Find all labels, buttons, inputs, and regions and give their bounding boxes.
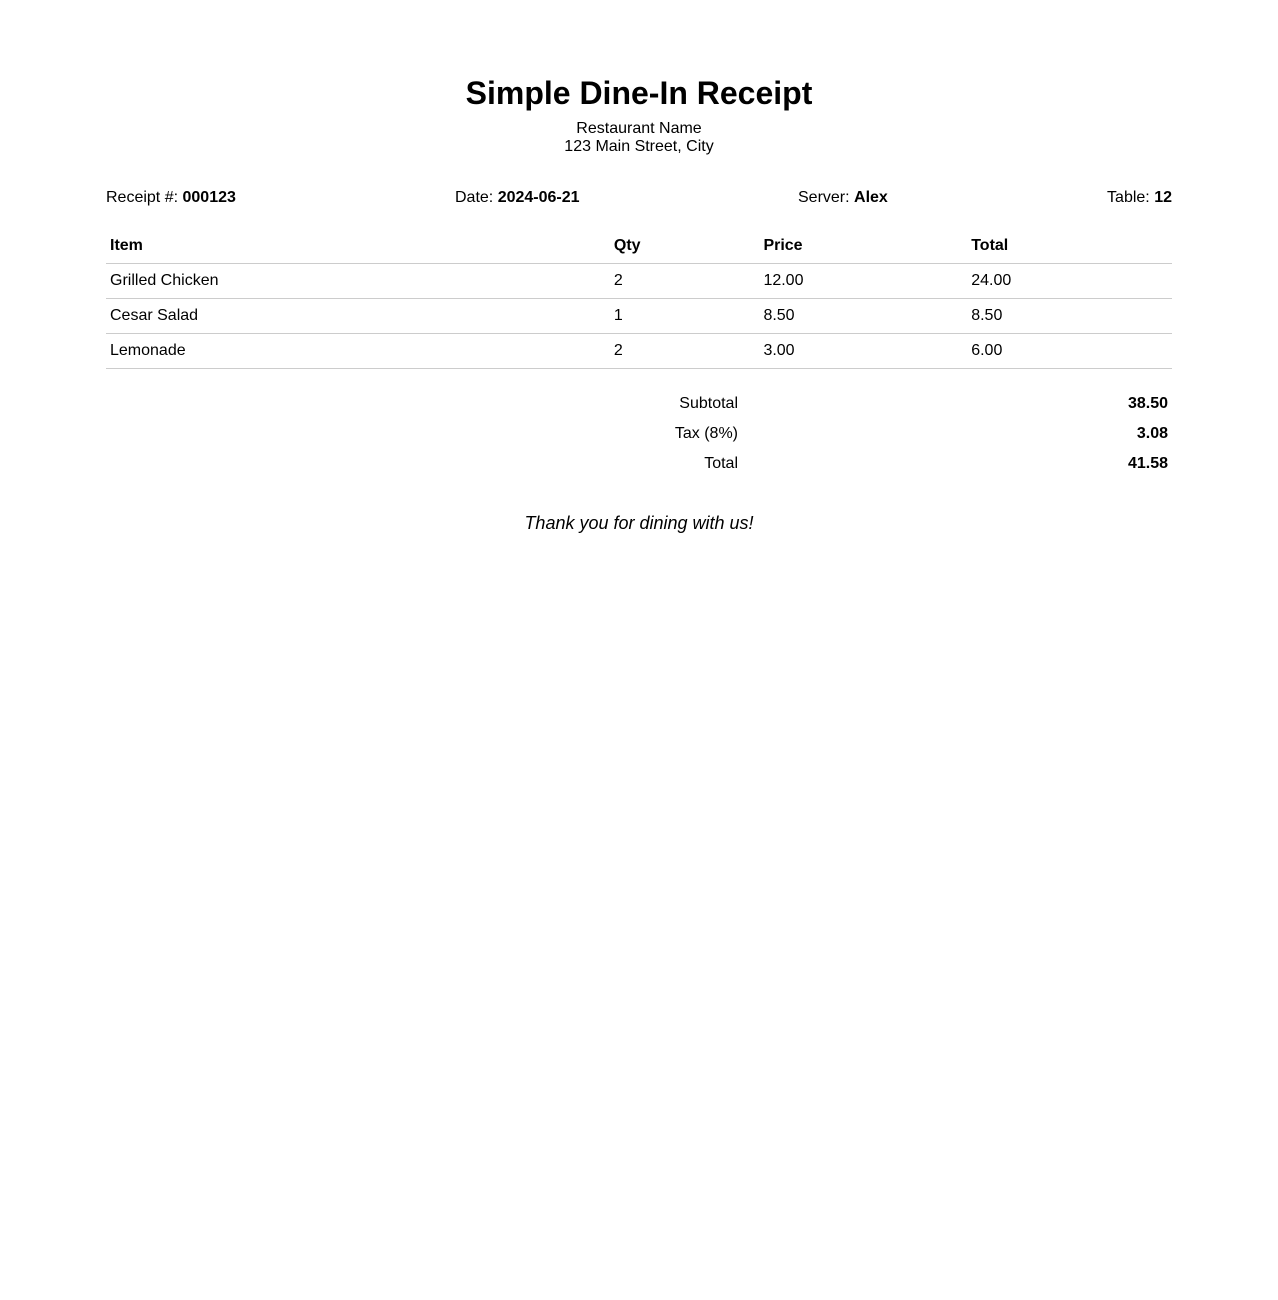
subtotal-value: 38.50 bbox=[1127, 395, 1168, 412]
date-value: 2024-06-21 bbox=[497, 189, 580, 206]
receipt-table bbox=[1107, 188, 1172, 208]
total-value: 41.58 bbox=[1127, 455, 1168, 472]
table-row bbox=[106, 334, 1172, 369]
tax-row bbox=[106, 419, 1172, 449]
item-qty: 2 bbox=[610, 334, 760, 369]
item-price: 3.00 bbox=[759, 334, 967, 369]
receipt-number-label: Receipt #: bbox=[106, 189, 179, 206]
subtotal-label: Subtotal bbox=[679, 395, 738, 412]
restaurant-address: 123 Main Street, City bbox=[564, 138, 714, 155]
thank-you-message: Thank you for dining with us! bbox=[524, 513, 754, 533]
item-name: Lemonade bbox=[106, 334, 610, 369]
item-qty: 1 bbox=[610, 299, 760, 334]
server-value: Alex bbox=[854, 189, 888, 206]
receipt-meta bbox=[106, 188, 1172, 208]
subtotal-row bbox=[106, 389, 1172, 419]
server-label: Server: bbox=[798, 189, 850, 206]
total-label: Total bbox=[704, 455, 738, 472]
table-value: 12 bbox=[1154, 189, 1172, 206]
item-price: 8.50 bbox=[759, 299, 967, 334]
table-row bbox=[106, 299, 1172, 334]
tax-value: 3.08 bbox=[1136, 425, 1168, 442]
receipt-number-value: 000123 bbox=[182, 189, 236, 206]
items-table-header bbox=[106, 228, 1172, 264]
receipt-server bbox=[798, 188, 888, 208]
column-header-total: Total bbox=[967, 228, 1172, 264]
receipt-date bbox=[455, 188, 580, 208]
table-label: Table: bbox=[1107, 189, 1150, 206]
item-price: 12.00 bbox=[759, 264, 967, 299]
total-row bbox=[106, 449, 1172, 479]
totals-section bbox=[106, 389, 1172, 479]
item-qty: 2 bbox=[610, 264, 760, 299]
restaurant-name: Restaurant Name bbox=[576, 120, 702, 137]
tax-label: Tax (8%) bbox=[674, 425, 738, 442]
receipt bbox=[106, 0, 1172, 534]
item-total: 24.00 bbox=[967, 264, 1172, 299]
column-header-item: Item bbox=[106, 228, 610, 264]
item-total: 6.00 bbox=[967, 334, 1172, 369]
item-name: Grilled Chicken bbox=[106, 264, 610, 299]
date-label: Date: bbox=[455, 189, 494, 206]
column-header-price: Price bbox=[759, 228, 967, 264]
item-total: 8.50 bbox=[967, 299, 1172, 334]
item-name: Cesar Salad bbox=[106, 299, 610, 334]
table-row bbox=[106, 264, 1172, 299]
column-header-qty: Qty bbox=[610, 228, 760, 264]
items-table bbox=[106, 228, 1172, 369]
receipt-title: Simple Dine-In Receipt bbox=[465, 75, 813, 111]
receipt-number bbox=[106, 188, 236, 208]
